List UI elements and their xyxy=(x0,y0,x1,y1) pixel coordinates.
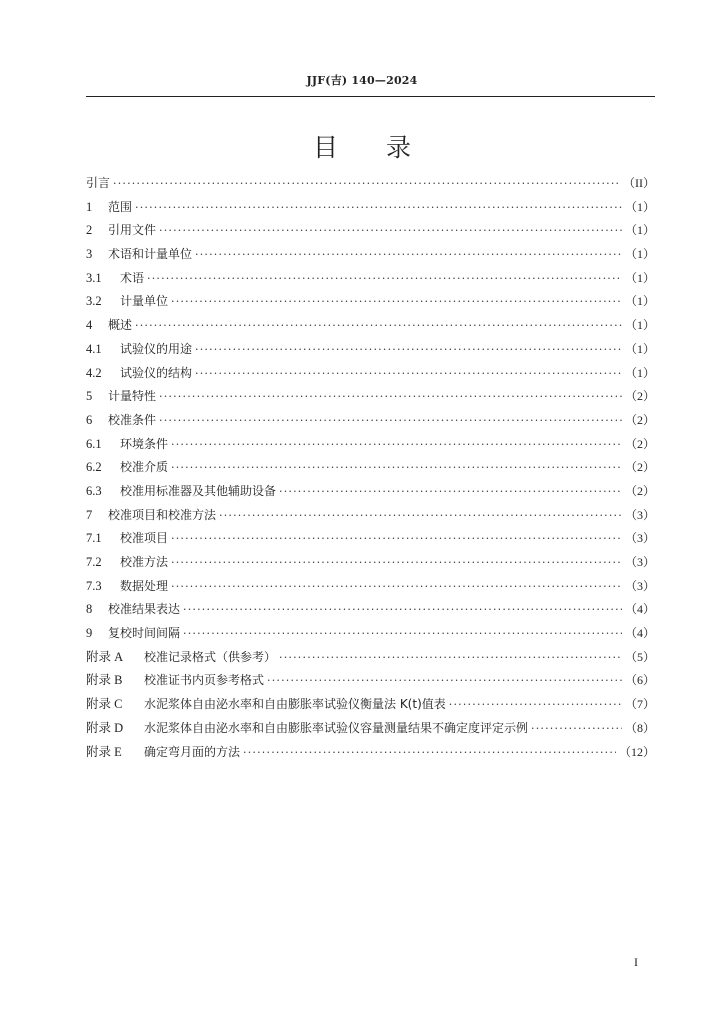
toc-entry-page: （1） xyxy=(624,341,655,356)
toc-leader-dots xyxy=(135,314,622,338)
toc-entry-page: （1） xyxy=(624,247,655,262)
page-title xyxy=(0,128,724,164)
title-char-1: 目 xyxy=(312,133,338,162)
toc-leader-dots xyxy=(195,338,622,362)
toc-entry[interactable] xyxy=(86,527,655,551)
toc-entry-page: （7） xyxy=(624,697,655,712)
toc-entry-number: 6 xyxy=(86,412,93,427)
toc-entry[interactable] xyxy=(86,741,655,765)
toc-leader-dots xyxy=(159,219,622,243)
toc-entry-label: 校准条件 xyxy=(108,412,157,427)
toc-leader-dots xyxy=(183,598,622,622)
toc-entry[interactable] xyxy=(86,267,655,291)
toc-entry[interactable] xyxy=(86,598,655,622)
toc-leader-dots xyxy=(183,622,622,646)
toc-entry-number: 6.3 xyxy=(86,483,102,498)
toc-entry-number: 附录 E xyxy=(86,744,122,759)
toc-entry-number: 附录 D xyxy=(86,720,124,735)
toc-entry-number: 9 xyxy=(86,626,93,641)
toc-entry-page: （1） xyxy=(624,223,655,238)
toc-entry-label: 试验仪的用途 xyxy=(120,341,193,356)
toc-entry[interactable] xyxy=(86,219,655,243)
toc-leader-dots xyxy=(147,267,622,291)
toc-entry-label: 水泥浆体自由泌水率和自由膨胀率试验仪容量测量结果不确定度评定示例 xyxy=(144,720,529,735)
toc-entry[interactable] xyxy=(86,717,655,741)
toc-entry-label: 术语和计量单位 xyxy=(108,247,193,262)
toc-entry-page: （2） xyxy=(624,460,655,475)
toc-entry-number: 6.2 xyxy=(86,460,102,475)
toc-entry[interactable] xyxy=(86,693,655,717)
toc-entry-page: （5） xyxy=(624,649,655,664)
toc-entry-number: 2 xyxy=(86,223,93,238)
toc-entry[interactable] xyxy=(86,575,655,599)
toc-entry-number: 5 xyxy=(86,389,93,404)
toc-entry-number: 附录 A xyxy=(86,649,124,664)
toc-entry[interactable] xyxy=(86,385,655,409)
toc-entry[interactable] xyxy=(86,433,655,457)
toc-entry-page: （3） xyxy=(624,507,655,522)
toc-entry[interactable] xyxy=(86,456,655,480)
toc-entry-label: 复校时间间隔 xyxy=(108,626,181,641)
toc-entry-label: 概述 xyxy=(108,318,133,333)
toc-entry-label: 校准用标准器及其他辅助设备 xyxy=(120,483,277,498)
toc-entry-page: （1） xyxy=(624,270,655,285)
toc-entry[interactable] xyxy=(86,504,655,528)
page-number: I xyxy=(634,955,638,969)
toc-leader-dots xyxy=(279,646,622,670)
toc-entry-label: 校准结果表达 xyxy=(108,602,181,617)
toc-leader-dots xyxy=(195,362,622,386)
toc-entry-number: 4 xyxy=(86,318,93,333)
toc-entry-label: 校准证书内页参考格式 xyxy=(144,673,265,688)
toc-entry[interactable] xyxy=(86,480,655,504)
toc-entry-number: 1 xyxy=(86,199,93,214)
toc-entry-page: （1） xyxy=(624,318,655,333)
toc-entry[interactable] xyxy=(86,669,655,693)
toc-entry-number: 3.1 xyxy=(86,270,102,285)
toc-entry-label: 引用文件 xyxy=(108,223,157,238)
toc-entry[interactable] xyxy=(86,290,655,314)
toc-entry-page: （2） xyxy=(624,436,655,451)
toc-entry-page: （2） xyxy=(624,483,655,498)
toc-entry-number: 附录 C xyxy=(86,697,123,712)
toc-entry-label: 引言 xyxy=(86,176,111,190)
toc-entry-number: 7 xyxy=(86,507,93,522)
toc-entry-page: （II） xyxy=(623,176,655,190)
toc-leader-dots xyxy=(171,575,622,599)
toc-entry-page: （4） xyxy=(624,602,655,617)
toc-entry[interactable] xyxy=(86,172,655,196)
toc-entry-page: （3） xyxy=(624,578,655,593)
toc-entry-label: 校准记录格式（供参考） xyxy=(144,649,277,664)
toc-entry[interactable] xyxy=(86,646,655,670)
toc-leader-dots xyxy=(531,717,622,741)
toc-leader-dots xyxy=(267,669,622,693)
toc-entry-page: （1） xyxy=(624,199,655,214)
toc-leader-dots xyxy=(195,243,622,267)
toc-entry-label: 校准方法 xyxy=(120,555,169,569)
toc-entry-number: 7.1 xyxy=(86,531,102,546)
toc-entry-number: 4.2 xyxy=(86,365,102,380)
toc-entry-page: （3） xyxy=(624,555,655,569)
toc-entry-page: （2） xyxy=(624,412,655,427)
toc-entry-label: 数据处理 xyxy=(120,578,169,593)
toc-entry-label: 环境条件 xyxy=(120,436,169,451)
toc-entry-number: 6.1 xyxy=(86,436,102,451)
toc-entry-label: 校准介质 xyxy=(120,460,169,475)
toc-entry[interactable] xyxy=(86,551,655,575)
toc-entry-number: 3 xyxy=(86,247,93,262)
toc-entry-label: 确定弯月面的方法 xyxy=(144,744,241,759)
toc-entry-label: 水泥浆体自由泌水率和自由膨胀率试验仪衡量法 K(t)值表 xyxy=(144,697,446,712)
toc-entry-number: 3.2 xyxy=(86,294,102,309)
header-rule xyxy=(86,96,655,97)
title-char-2: 录 xyxy=(386,133,412,162)
table-of-contents xyxy=(86,172,655,764)
toc-leader-dots xyxy=(171,456,622,480)
toc-entry-number: 7.2 xyxy=(86,555,102,569)
toc-entry-label: 范围 xyxy=(108,199,133,214)
toc-leader-dots xyxy=(449,693,622,717)
toc-entry[interactable] xyxy=(86,409,655,433)
toc-entry-number: 8 xyxy=(86,602,93,617)
toc-entry-page: （1） xyxy=(624,294,655,309)
toc-entry[interactable] xyxy=(86,196,655,220)
toc-entry-page: （3） xyxy=(624,531,655,546)
toc-entry-number: 4.1 xyxy=(86,341,102,356)
toc-entry-label: 试验仪的结构 xyxy=(120,365,193,380)
toc-entry-label: 校准项目 xyxy=(120,531,169,546)
toc-leader-dots xyxy=(159,409,622,433)
toc-leader-dots xyxy=(171,433,622,457)
toc-entry[interactable] xyxy=(86,338,655,362)
toc-leader-dots xyxy=(219,504,622,528)
toc-entry[interactable] xyxy=(86,243,655,267)
toc-entry[interactable] xyxy=(86,622,655,646)
toc-entry-page: （8） xyxy=(624,720,655,735)
toc-entry-page: （12） xyxy=(618,744,655,759)
toc-leader-dots xyxy=(171,551,622,575)
toc-entry-label: 计量单位 xyxy=(120,294,169,309)
toc-leader-dots xyxy=(135,196,622,220)
document-header xyxy=(0,72,724,88)
toc-entry-label: 术语 xyxy=(120,270,145,285)
toc-leader-dots xyxy=(279,480,622,504)
toc-entry-number: 附录 B xyxy=(86,673,123,688)
toc-entry[interactable] xyxy=(86,314,655,338)
toc-entry-page: （4） xyxy=(624,626,655,641)
toc-entry[interactable] xyxy=(86,362,655,386)
toc-leader-dots xyxy=(159,385,622,409)
standard-code: JJF(吉) 140—2024 xyxy=(306,74,418,87)
toc-leader-dots xyxy=(171,290,622,314)
toc-entry-label: 校准项目和校准方法 xyxy=(108,507,217,522)
toc-entry-label: 计量特性 xyxy=(108,389,157,404)
toc-entry-number: 7.3 xyxy=(86,578,102,593)
toc-leader-dots xyxy=(171,527,622,551)
toc-entry-page: （6） xyxy=(624,673,655,688)
toc-entry-page: （1） xyxy=(624,365,655,380)
toc-leader-dots xyxy=(113,172,620,196)
toc-leader-dots xyxy=(243,741,616,765)
toc-entry-page: （2） xyxy=(624,389,655,404)
